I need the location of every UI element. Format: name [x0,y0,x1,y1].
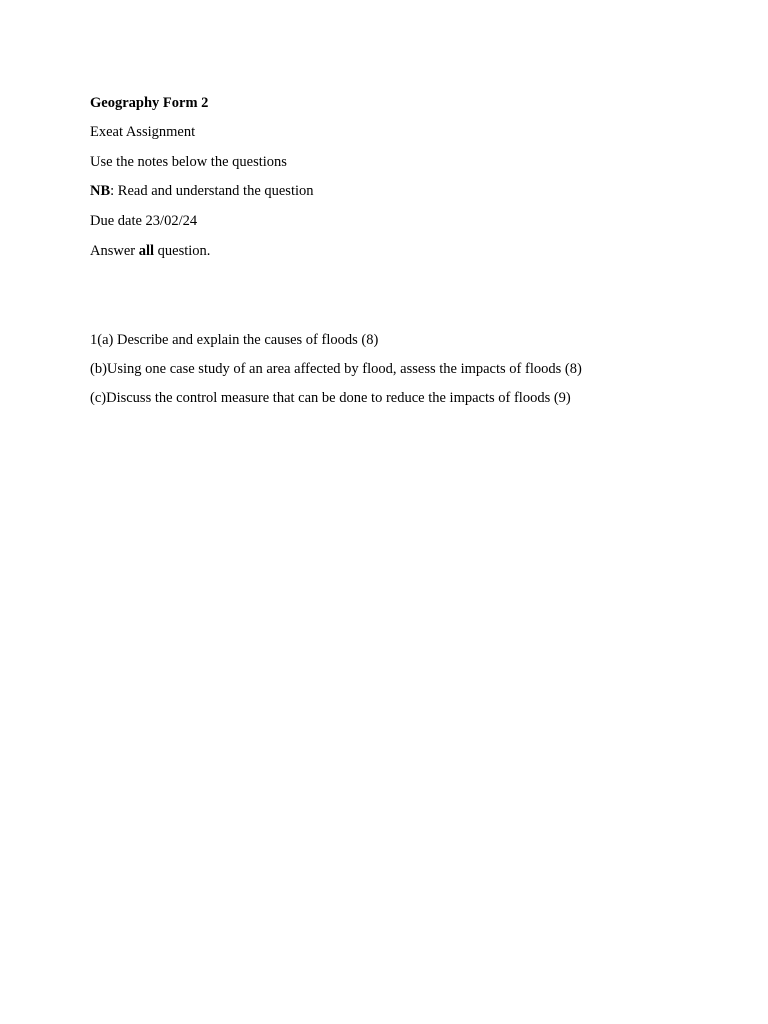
assignment-subtitle: Exeat Assignment [90,124,196,140]
question-1a: 1(a) Describe and explain the causes of floods (8) [90,332,379,348]
answer-suffix: question. [154,243,211,259]
document-title: Geography Form 2 [90,95,209,111]
nb-label: NB [90,183,111,199]
answer-instruction [90,242,210,260]
nb-text: : Read and understand the question [110,183,314,199]
due-date: Due date 23/02/24 [90,213,198,229]
question-1c: (c)Discuss the control measure that can be done to reduce the impacts of floods (9) [90,390,571,406]
question-1b: (b)Using one case study of an area affected by flood, assess the impacts of floods (8) [90,361,582,377]
instruction-text: Use the notes below the questions [90,154,287,170]
answer-prefix: Answer [90,243,139,259]
answer-emphasis: all [138,243,155,259]
nb-line [90,182,314,200]
